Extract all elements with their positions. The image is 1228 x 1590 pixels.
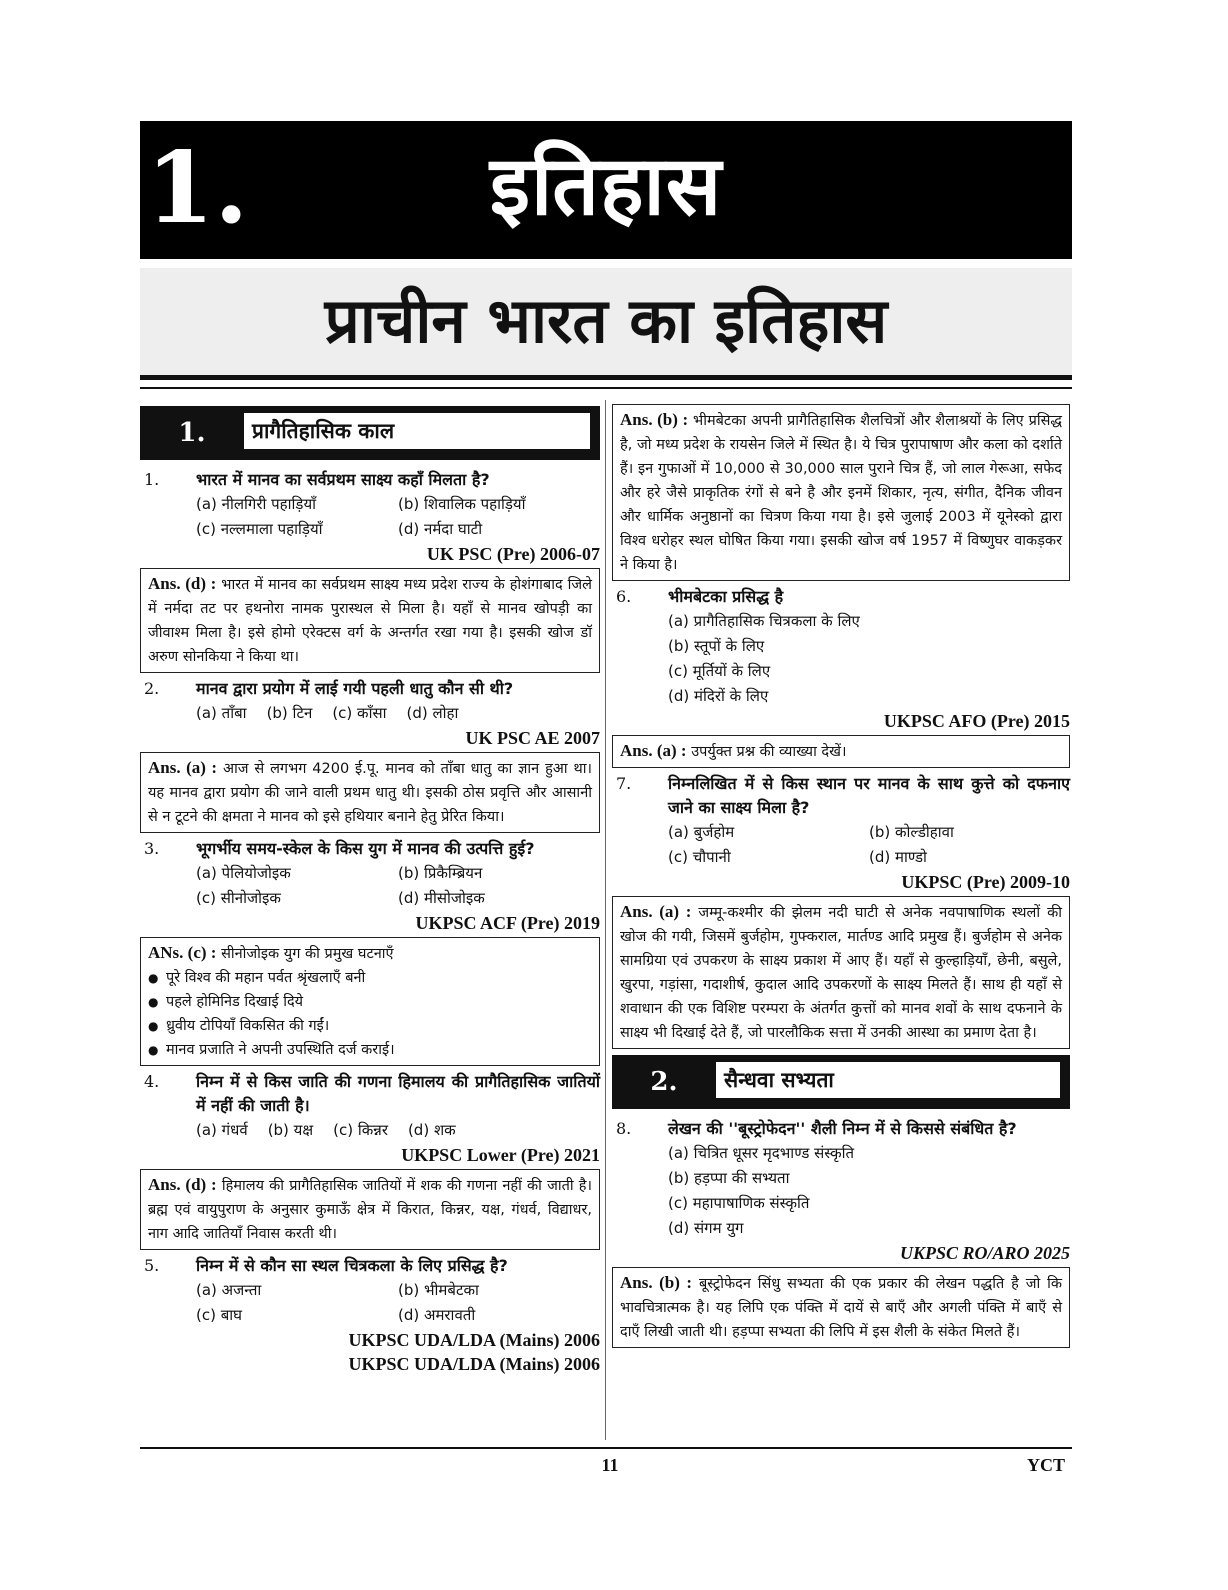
section-number: 2.: [650, 1067, 678, 1097]
chapter-number: 1.: [146, 131, 249, 246]
option-b: (b) भीमबेटका: [398, 1281, 479, 1299]
option-a: (a) प्रागैतिहासिक चित्रकला के लिए: [668, 612, 860, 630]
answer-text: जम्मू-कश्मीर की झेलम नदी घाटी से अनेक नवपाषाणिक स्थलों की खोज की गयी, जिसमें बुर्जहोम, गुफ्कराल, मार्तण्ड आदि प्रमुख हैं। बुर्जहोम से अनेक सामग्रिया एवं उपकरण के साक्ष्य प्रकाश में आए हैं। यहाँ से कुल्हाड़ियाँ, छेनी, बसुले, खुरपा, गड़ांसा, गदाशीर्ष, कुदाल आदि उपकरणों के साक्ष्य मिलते हैं। साथ ही यहाँ से शवाधान की एक विशिष्ट परम्परा के अंतर्गत कुत्तों को मानव शवों के साथ दफनाने के साक्ष्य भी दिखाई देते हैं, जो पारलौकिक सत्ता में उनकी आस्था का प्रमाण देता है।: [620, 905, 1062, 1041]
question-number: 7.: [616, 774, 632, 793]
right-column: [612, 400, 1070, 1352]
answer-label: ANs. (c) :: [148, 943, 217, 962]
header-divider: [140, 387, 1072, 389]
question-1: [140, 468, 600, 492]
question-text: लेखन की ''बूस्ट्रोफेदन'' शैली निम्न में से किससे संबंधित है?: [668, 1119, 1017, 1138]
options: [140, 1278, 600, 1328]
section-title: सैन्धवा सभ्यता: [714, 1060, 1062, 1100]
page-number: 11: [601, 1455, 619, 1475]
section-number: 1.: [178, 418, 206, 448]
question-number: 2.: [144, 679, 160, 698]
answer-box: [612, 896, 1070, 1049]
option-d: (d) नर्मदा घाटी: [398, 520, 483, 538]
options: [612, 1141, 1070, 1241]
question-number: 6.: [616, 587, 632, 606]
option-d: (d) मीसोजोइक: [398, 889, 485, 907]
option-a: (a) ताँबा: [196, 704, 247, 722]
answer-box: [612, 1267, 1070, 1348]
chapter-title: इतिहास: [489, 139, 723, 234]
exam-source: UKPSC Lower (Pre) 2021: [401, 1145, 600, 1165]
answer-text: भीमबेटका अपनी प्रागैतिहासिक शैलचित्रों और शैलाश्रयों के लिए प्रसिद्ध है, जो मध्य प्रदेश के रायसेन जिले में स्थित है। ये चित्र पुरापाषाण और कला को दर्शाते हैं। इन गुफाओं में 10,000 से 30,000 साल पुराने चित्र हैं, जो लाल गेरूआ, सफेद और हरे जैसे प्राकृतिक रंगों से बने है और इनमें शिकार, नृत्य, संगीत, दैनिक जीवन और धार्मिक अनुष्ठानों का चित्रण किया गया है। इसे जुलाई 2003 में यूनेस्को द्वारा विश्व धरोहर स्थल घोषित किया गया। इसकी खोज वर्ष 1957 में विष्णुघर वाकड़कर ने किया है।: [620, 413, 1062, 573]
option-d: (d) लोहा: [406, 704, 459, 722]
answer-text: भारत में मानव का सर्वप्रथम साक्ष्य मध्य प्रदेश राज्य के होशंगाबाद जिले में नर्मदा तट पर हथनोरा नामक पुरास्थल से मिला है। यहाँ से मानव खोपड़ी का जीवाश्म मिला है। इसे होमो एरेक्टस वर्ग के अन्तर्गत रखा गया है। इसकी खोज डॉ अरुण सोनकिया ने किया था।: [148, 577, 592, 665]
question-text: निम्नलिखित में से किस स्थान पर मानव के साथ कुत्ते को दफनाए जाने का साक्ष्य मिला है?: [668, 774, 1070, 817]
options: [612, 609, 1070, 709]
option-a: (a) बुर्जहोम: [668, 823, 735, 841]
question-text: भूगर्भीय समय-स्केल के किस युग में मानव की उत्पत्ति हुई?: [196, 839, 535, 858]
footer-divider: [140, 1447, 1072, 1449]
section-header-2: [612, 1055, 1070, 1109]
options: [140, 701, 600, 726]
answer-bullets: [148, 966, 592, 1062]
option-b: (b) शिवालिक पहाड़ियाँ: [398, 495, 526, 513]
answer-label: Ans. (d) :: [148, 574, 217, 593]
answer-box: [140, 568, 600, 673]
answer-text: बूस्ट्रोफेदन सिंधु सभ्यता की एक प्रकार की लेखन पद्धति है जो कि भावचित्रात्मक है। यह लिपि एक पंक्ति में दायें से बाएँ और अगली पंक्ति में बाएँ से दाएँ लिखी जाती थी। हड़प्पा सभ्यता की लिपि में इस शैली के संकेत मिलते हैं।: [620, 1276, 1062, 1340]
answer-text: हिमालय की प्रागैतिहासिक जातियों में शक की गणना नहीं की जाती है। ब्रह्म एवं वायुपुराण के अनुसार कुमाऊँ क्षेत्र में किरात, किन्नर, यक्ष, गंधर्व, विद्याधर, नाग आदि जातियाँ निवास करती थी।: [148, 1178, 592, 1242]
option-c: (c) बाघ: [196, 1306, 243, 1324]
question-text: निम्न में से कौन सा स्थल चित्रकला के लिए प्रसिद्ध है?: [196, 1256, 508, 1275]
option-c: (c) चौपानी: [668, 848, 731, 866]
option-a: (a) पेलियोजोइक: [196, 864, 291, 882]
option-d: (d) शक: [407, 1121, 456, 1139]
question-text: निम्न में से किस जाति की गणना हिमालय की प्रागैतिहासिक जातियों में नहीं की जाती है।: [196, 1072, 600, 1115]
option-a: (a) गंधर्व: [196, 1121, 248, 1139]
question-2: [140, 677, 600, 701]
bullet-item: ● मानव प्रजाति ने अपनी उपस्थिति दर्ज कराई।: [148, 1038, 592, 1062]
section-header-1: [140, 406, 600, 460]
option-b: (b) स्तूपों के लिए: [668, 637, 765, 655]
option-d: (d) संगम युग: [668, 1219, 744, 1237]
chapter-subtitle: प्राचीन भारत का इतिहास: [140, 268, 1072, 380]
answer-text: आज से लगभग 4200 ई.पू. मानव को ताँबा धातु का ज्ञान हुआ था। यह मानव द्वारा प्रयोग की जाने वाली प्रथम धातु थी। इसकी ठोस प्रवृत्ति और आसानी से न टूटने की क्षमता ने मानव को इसे हथियार बनाने हेतु प्रेरित किया।: [148, 761, 592, 825]
question-number: 3.: [144, 839, 160, 858]
option-c: (c) काँसा: [332, 704, 387, 722]
question-3: [140, 837, 600, 861]
question-6: [612, 585, 1070, 609]
bullet-item: ● ध्रुवीय टोपियाँ विकसित की गईं।: [148, 1014, 592, 1038]
option-d: (d) मंदिरों के लिए: [668, 687, 769, 705]
answer-text: उपर्युक्त प्रश्न की व्याख्या देखें।: [691, 744, 847, 760]
options: [140, 492, 600, 542]
options: [140, 1118, 600, 1143]
answer-label: Ans. (a) :: [620, 902, 692, 921]
section-title: प्रागैतिहासिक काल: [242, 411, 592, 451]
question-text: भारत में मानव का सर्वप्रथम साक्ष्य कहाँ मिलता है?: [196, 470, 490, 489]
option-b: (b) कोल्डीहावा: [869, 823, 954, 841]
exam-source: UKPSC AFO (Pre) 2015: [883, 711, 1070, 731]
left-column: [140, 400, 600, 1376]
exam-source: UKPSC RO/ARO 2025: [899, 1243, 1070, 1263]
answer-box: [140, 937, 600, 1066]
question-number: 1.: [144, 470, 160, 489]
exam-source: UKPSC UDA/LDA (Mains) 2006: [348, 1354, 600, 1374]
column-divider: [605, 400, 606, 1440]
question-4: [140, 1070, 600, 1118]
question-text: भीमबेटका प्रसिद्ध है: [668, 587, 784, 606]
option-b: (b) हड़प्पा की सभ्यता: [668, 1169, 790, 1187]
answer-label: Ans. (a) :: [148, 758, 218, 777]
options: [612, 820, 1070, 870]
option-c: (c) नल्लमाला पहाड़ियाँ: [196, 520, 323, 538]
option-b: (b) यक्ष: [267, 1121, 314, 1139]
answer-text: सीनोजोइक युग की प्रमुख घटनाएँ: [221, 946, 394, 962]
option-c: (c) किन्नर: [333, 1121, 388, 1139]
question-text: मानव द्वारा प्रयोग में लाई गयी पहली धातु कौन सी थी?: [196, 679, 514, 698]
question-number: 8.: [616, 1119, 632, 1138]
publisher-brand: YCT: [1026, 1455, 1065, 1475]
chapter-title-band: [140, 121, 1072, 259]
bullet-item: ● पहले होमिनिड दिखाई दिये: [148, 990, 592, 1014]
exam-source: UK PSC AE 2007: [465, 728, 600, 748]
bullet-item: ● पूरे विश्व की महान पर्वत श्रृंखलाएँ बनी: [148, 966, 592, 990]
option-a: (a) नीलगिरी पहाड़ियाँ: [196, 495, 317, 513]
question-number: 4.: [144, 1072, 160, 1091]
option-a: (a) अजन्ता: [196, 1281, 262, 1299]
option-c: (c) मूर्तियों के लिए: [668, 662, 771, 680]
answer-label: Ans. (d) :: [148, 1175, 217, 1194]
answer-label: Ans. (b) :: [620, 410, 689, 429]
option-b: (b) प्रिकैम्ब्रियन: [398, 864, 483, 882]
question-5: [140, 1254, 600, 1278]
option-c: (c) महापाषाणिक संस्कृति: [668, 1194, 810, 1212]
answer-label: Ans. (a) :: [620, 741, 687, 760]
option-c: (c) सीनोजोइक: [196, 889, 281, 907]
exam-source: UK PSC (Pre) 2006-07: [426, 544, 600, 564]
option-d: (d) अमरावती: [398, 1306, 476, 1324]
option-a: (a) चित्रित धूसर मृदभाण्ड संस्कृति: [668, 1144, 855, 1162]
exam-source: UKPSC UDA/LDA (Mains) 2006: [348, 1330, 600, 1350]
option-b: (b) टिन: [266, 704, 313, 722]
option-d: (d) माण्डो: [869, 848, 927, 866]
answer-label: Ans. (b) :: [620, 1273, 693, 1292]
answer-box: [612, 735, 1070, 768]
options: [140, 861, 600, 911]
question-8: [612, 1117, 1070, 1141]
answer-box: [140, 752, 600, 833]
question-7: [612, 772, 1070, 820]
question-number: 5.: [144, 1256, 160, 1275]
exam-source: UKPSC (Pre) 2009-10: [901, 872, 1070, 892]
answer-box: [140, 1169, 600, 1250]
exam-source: UKPSC ACF (Pre) 2019: [415, 913, 600, 933]
answer-box: [612, 404, 1070, 581]
